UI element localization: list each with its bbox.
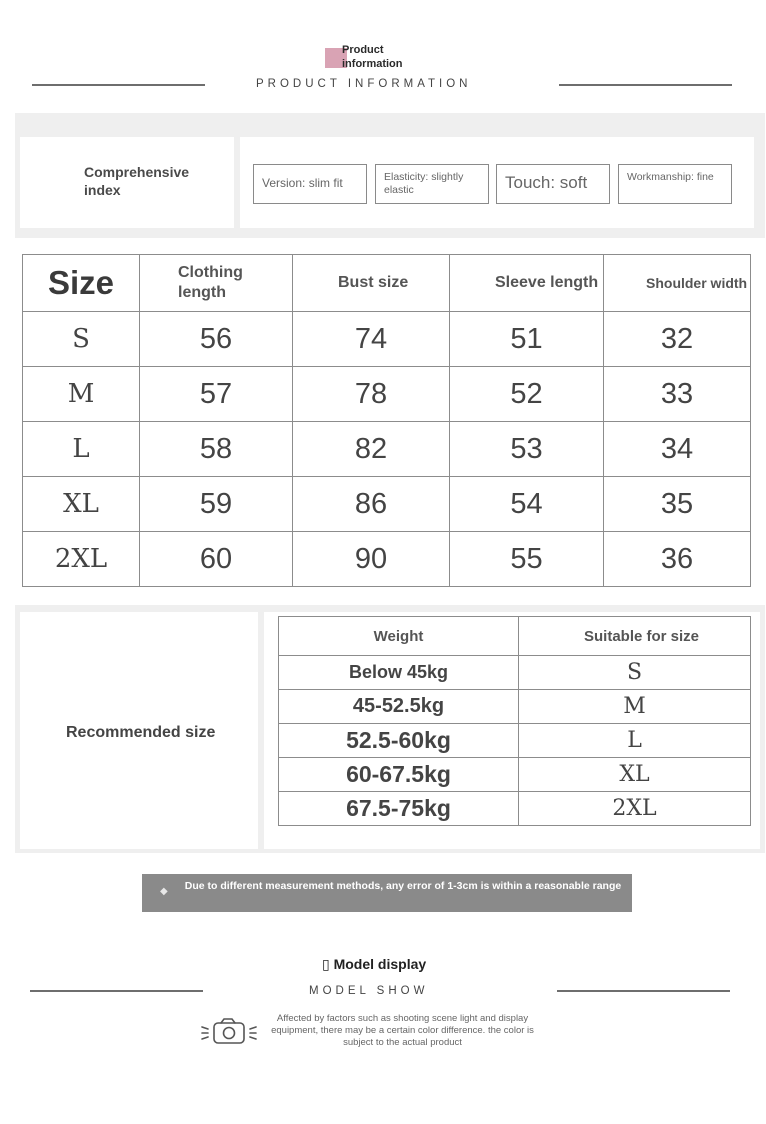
sleeve-length-cell: 51 bbox=[450, 312, 604, 367]
shoulder-width-cell: 36 bbox=[604, 532, 751, 587]
table-row bbox=[279, 758, 751, 792]
weight-header: Weight bbox=[279, 617, 519, 656]
clothing-length-cell: 59 bbox=[140, 477, 293, 532]
sleeve-length-header: Sleeve length bbox=[450, 255, 604, 312]
attribute-version: Version: slim fit bbox=[253, 164, 367, 204]
shoulder-width-header: Shoulder width bbox=[604, 255, 751, 312]
table-row bbox=[279, 792, 751, 826]
weight-cell: 45-52.5kg bbox=[279, 690, 519, 724]
sleeve-length-cell: 55 bbox=[450, 532, 604, 587]
clothing-length-cell: 58 bbox=[140, 422, 293, 477]
note-bullet-icon: ◆ bbox=[160, 886, 168, 897]
sleeve-length-cell: 54 bbox=[450, 477, 604, 532]
bust-size-cell: 86 bbox=[293, 477, 450, 532]
bust-size-cell: 90 bbox=[293, 532, 450, 587]
table-row bbox=[279, 690, 751, 724]
bust-size-cell: 82 bbox=[293, 422, 450, 477]
size-cell: XL bbox=[23, 477, 140, 532]
weight-cell: Below 45kg bbox=[279, 656, 519, 690]
header-title: Product information bbox=[342, 44, 403, 70]
measurement-note-text: Due to different measurement methods, any error of 1-3cm is within a reasonable range bbox=[184, 880, 622, 892]
model-divider-left bbox=[30, 990, 203, 992]
bust-size-header: Bust size bbox=[293, 255, 450, 312]
header-divider-right bbox=[559, 84, 732, 86]
sleeve-length-cell: 52 bbox=[450, 367, 604, 422]
suitable-size-cell: M bbox=[519, 690, 751, 724]
suitable-size-cell: L bbox=[519, 724, 751, 758]
bust-size-cell: 78 bbox=[293, 367, 450, 422]
weight-cell: 67.5-75kg bbox=[279, 792, 519, 826]
model-display-title: ▯ Model display bbox=[322, 956, 427, 972]
header-divider-left bbox=[32, 84, 205, 86]
clothing-length-cell: 57 bbox=[140, 367, 293, 422]
header-subtitle: PRODUCT INFORMATION bbox=[256, 78, 472, 90]
weight-cell: 52.5-60kg bbox=[279, 724, 519, 758]
recommended-size-label: Recommended size bbox=[66, 724, 216, 741]
size-cell: 2XL bbox=[23, 532, 140, 587]
clothing-length-header: Clothing length bbox=[140, 255, 293, 312]
table-row bbox=[23, 422, 751, 477]
clothing-length-cell: 56 bbox=[140, 312, 293, 367]
measurement-note-bar bbox=[142, 874, 632, 912]
shoulder-width-cell: 35 bbox=[604, 477, 751, 532]
table-row bbox=[279, 724, 751, 758]
shoulder-width-cell: 33 bbox=[604, 367, 751, 422]
recommended-header-row bbox=[279, 617, 751, 656]
suitable-size-cell: S bbox=[519, 656, 751, 690]
recommended-size-table bbox=[278, 616, 751, 826]
attribute-workmanship: Workmanship: fine bbox=[618, 164, 732, 204]
attribute-touch: Touch: soft bbox=[496, 164, 610, 204]
model-show-subtitle: MODEL SHOW bbox=[309, 985, 429, 997]
shoulder-width-cell: 34 bbox=[604, 422, 751, 477]
table-row bbox=[23, 477, 751, 532]
suitable-size-cell: XL bbox=[519, 758, 751, 792]
camera-icon bbox=[200, 1016, 260, 1048]
table-row bbox=[23, 532, 751, 587]
size-chart-table bbox=[22, 254, 751, 587]
table-row bbox=[23, 312, 751, 367]
table-row bbox=[23, 367, 751, 422]
color-disclaimer: Affected by factors such as shooting scene light and display equipment, there may be a certain color difference. the color is subject to the actual product bbox=[271, 1013, 534, 1048]
sleeve-length-cell: 53 bbox=[450, 422, 604, 477]
suitable-size-header: Suitable for size bbox=[519, 617, 751, 656]
size-cell: M bbox=[23, 367, 140, 422]
size-cell: S bbox=[23, 312, 140, 367]
clothing-length-cell: 60 bbox=[140, 532, 293, 587]
table-row bbox=[279, 656, 751, 690]
size-header: Size bbox=[23, 255, 140, 312]
shoulder-width-cell: 32 bbox=[604, 312, 751, 367]
model-divider-right bbox=[557, 990, 730, 992]
comprehensive-index-label: Comprehensive index bbox=[84, 164, 190, 198]
size-chart-header-row bbox=[23, 255, 751, 312]
size-cell: L bbox=[23, 422, 140, 477]
suitable-size-cell: 2XL bbox=[519, 792, 751, 826]
attribute-elasticity: Elasticity: slightly elastic bbox=[375, 164, 489, 204]
weight-cell: 60-67.5kg bbox=[279, 758, 519, 792]
bust-size-cell: 74 bbox=[293, 312, 450, 367]
